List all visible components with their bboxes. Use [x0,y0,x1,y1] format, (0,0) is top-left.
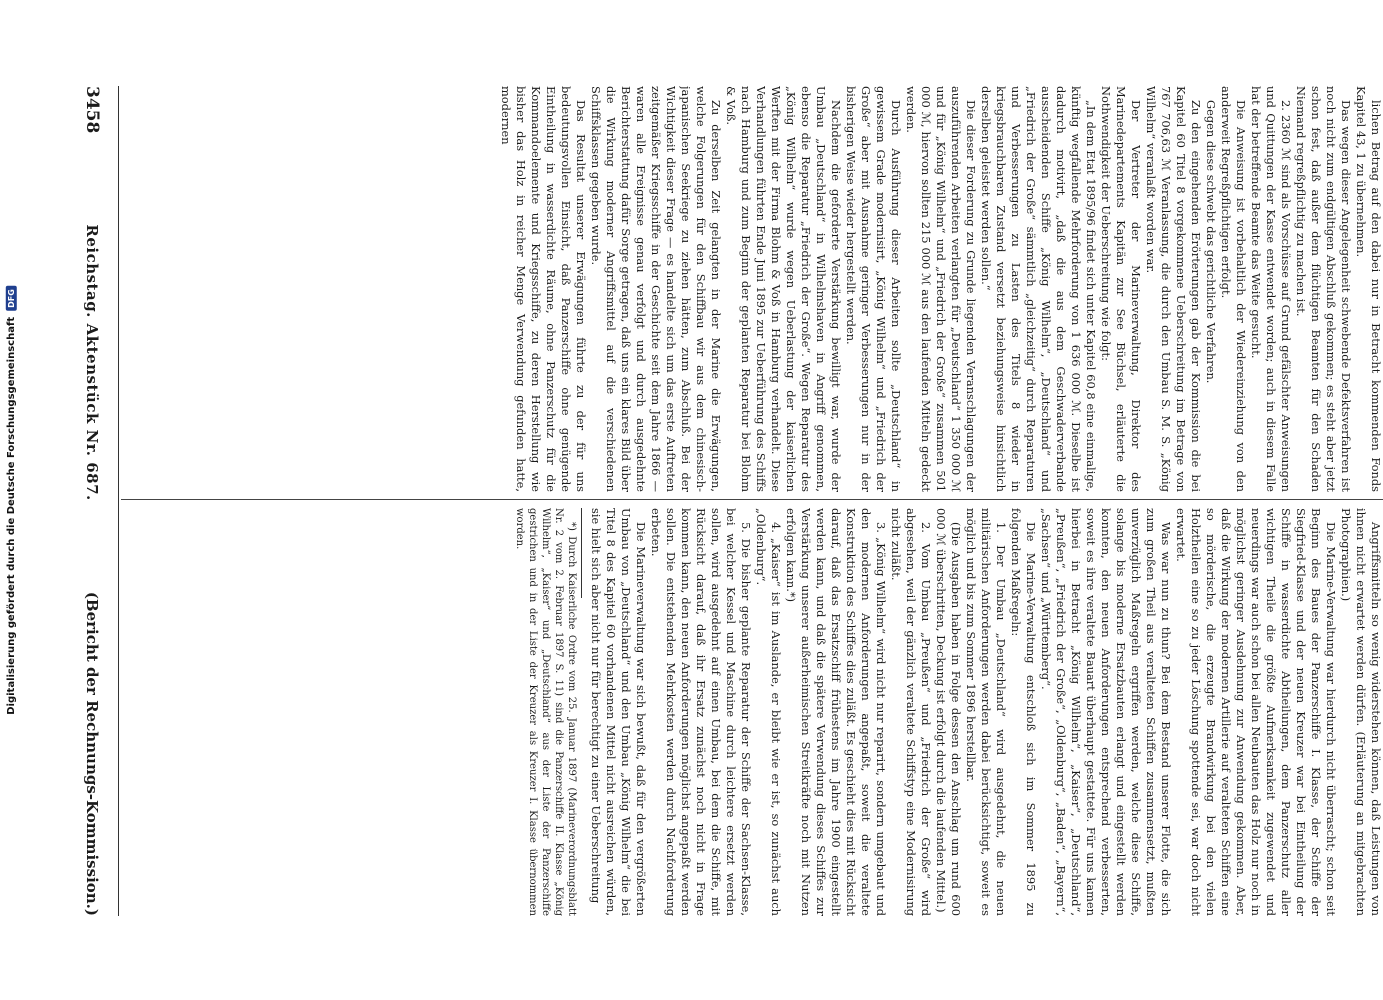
paragraph: Die Marineverwaltung war sich bewußt, daß für den vergrößerten Umbau von „Deutschland“ und den Umbau „König Wilhelm“ die bei Titel 8 des Kapitel 60 vorhandenen Mittel nicht ausreichen würden, sie hielt sich aber nicht nur für berechtigt zu einer Ueberschreitung [589,508,648,916]
paragraph: Angriffsmitteln so wenig widerstehen können, daß Leistungen von ihnen nicht erwartet werden dürfen. (Erläuterung an mitgebrachten Photographien.) [1339,508,1383,916]
column-divider [121,499,1383,500]
paragraph: 2. Vom Umbau „Preußen“ und „Friedrich der Große“ wird abgesehen, weil der gänzlich veraltete Schiffstyp eine Modernisirung nicht zuläßt. [889,508,933,916]
paragraph: Der Vertreter der Marineverwaltung, Direktor des Marinedepartements Kapitän zur See Büchsel, erläuterte die Nothwendigkeit der Ueberschreitung wie folgt: [1099,86,1143,492]
paragraph: Zu den eingehenden Erörterungen gab der Kommission die bei Kapitel 60 Titel 8 vorgekommene Ueberschreitung im Betrage von 767 706,63 ℳ Veranlassung, die durch den Umbau S. M. S. „König Wilhelm“ veranlaßt worden war. [1144,86,1203,492]
paragraph: Was war nun zu thun? Bei dem Bestand unserer Flotte, die sich zum großen Theil aus veralteten Schiffen zusammensetzt, mußten unverzüglich Maßregeln ergriffen werden, welche diese Schiffe, solange bis moderne Ersatzbauten erlangt und eingestellt werden konnten, den neuen Anforderungen entsprechend verbesserten, soweit es ihre veraltete Bauart überhaupt gestattete. Für uns kamen hierbei in Betracht „König Wilhelm“, „Kaiser“, „Deutschland“, „Preußen“, „Friedrich der Große“, „Oldenburg“, „Baden“, „Bayern“, „Sachsen“ und „Württemberg“. [1039,508,1173,916]
digitization-credit: Digitalisierung gefördert durch die Deutsche Forschungsgemeinschaft [5,316,17,715]
page-title: Reichstag. Aktenstück Nr. 687. [83,224,101,501]
paragraph: Das wegen dieser Angelegenheit schwebende Defektsverfahren ist noch nicht zum endgültigen Abschluß gekommen; es steht aber jetzt schon fest, daß außer dem flüchtigen Beamten für den Schaden Niemand regreßpflichtig zu machen ist. [1294,86,1353,492]
paragraph: Die Marine-Verwaltung war hierdurch nicht überrascht; schon seit Beginn des Baues der Panzerschiffe I. Klasse, der Schiffe der Siegfried-Klasse und der neuen Kreuzer war bei Eintheilung der Schiffe in wasserdichte Abtheilungen, dem Panzerschutz aller wichtigen Theile die größte Aufmerksamkeit zugewendet und neuerdings war auch schon bei allen Neubauten das Holz nur noch in möglichst geringer Ausdehnung zur Anwendung gekommen. Aber, daß die Wirkung der modernen Artillerie auf veralteten Schiffen eine so mörderische, die erzeugte Brandwirkung bei den vielen Holztheilen eine so zu jeder Löschung spottende sei, war doch nicht erwartet. [1174,508,1338,916]
paragraph: Die Marine-Verwaltung entschloß sich im Sommer 1895 zu folgenden Maßregeln: [1009,508,1038,916]
running-header [74,86,110,916]
header-rule [118,86,119,916]
paragraph: Zu derselben Zeit gelangten in der Marine die Erwägungen, welche Folgerungen für den Schiffbau wir aus dem chinesisch-japanischen Seekriege zu ziehen hätten, zum Abschluß. Bei der Wichtigkeit dieser Frage — es handelte sich um das erste Auftreten zeitgemäßer Kriegsschiffe in der Geschichte seit dem Jahre 1866 — waren alle Ereignisse genau verfolgt und durch ausgedehnte Berichterstattung dafür Sorge getragen, daß uns ein klares Bild über die Wirkung moderner Angriffsmittel auf die verschiedenen Schiffsklassen gegeben wurde. [589,86,723,492]
paragraph: „In dem Etat 1895/96 findet sich unter Kapitel 60,8 eine einmalige, künftig wegfallende Mehrforderung von 1 636 000 ℳ. Dieselbe ist dadurch motivirt, „daß die aus dem Geschwaderverbande ausscheidenden Schiffe „König Wilhelm“, „Deutschland“ und „Friedrich der Große“ sämmtlich „gleichzeitig“ durch Reparaturen und Verbesserungen zu Lasten des Titels 8 wieder in kriegsbrauchbaren Zustand versetzt beziehungsweise hinsichtlich derselben geleistet werden sollen.“ [979,86,1098,492]
paragraph: lichen Betrag auf den dabei nur in Betracht kommenden Fonds Kapitel 43, 1 zu übernehmen. [1354,86,1383,492]
paragraph: Die dieser Forderung zu Grunde liegenden Veranschlagungen der auszuführenden Arbeiten verlangten für „Deutschland“ 1 350 000 ℳ und für „König Wilhelm“ und „Friedrich der Große“ zusammen 501 000 ℳ, hiervon sollten 215 000 ℳ aus den laufenden Mitteln gedeckt werden. [904,86,978,492]
paragraph: (Die Ausgaben haben in Folge dessen den Anschlag um rund 600 000 ℳ überschritten, Deckung ist erfolgt durch die laufenden Mittel.) [934,508,963,916]
page-subtitle: (Bericht der Rechnungs-Kommission.) [83,591,101,916]
paragraph: 4. „Kaiser“ ist im Auslande, er bleibt wie er ist, so zunächst auch „Oldenburg“. [754,508,783,916]
digitization-credit-bar [0,0,22,1000]
dfg-logo-icon: DFG [6,286,17,311]
footnote-rule [581,508,582,598]
paragraph: 1. Der Umbau „Deutschland“ wird ausgedehnt, die neuen militärischen Anforderungen werden dabei berücksichtigt, soweit es möglich und bis zum Sommer 1896 herstellbar. [964,508,1008,916]
paragraph: Durch Ausführung dieser Arbeiten sollte „Deutschland“ in gewissem Grade modernisirt, „König Wilhelm“ und „Friedrich der Große“ aber mit Ausnahme geringer Verbesserungen nur in der bisherigen Weise wieder hergestellt werden. [844,86,903,492]
page-number: 3458 [82,86,102,134]
paragraph: 2. 2360 ℳ sind als Vorschüsse auf Grund gefälschter Anweisungen und Quittungen der Kasse entwendet worden; auch in diesem Falle hat der betreffende Beamte das Weite gesucht. [1249,86,1293,492]
right-column [121,508,1383,916]
paragraph: Nachdem die geforderte Verstärkung bewilligt war, wurde der Umbau „Deutschland“ in Wilhelmshaven in Angriff genommen, ebenso die Reparatur „Friedrich der Große“. Wegen Reparatur des „König Wilhelm“ wurde wegen Ueberlastung der kaiserlichen Werften mit der Firma Blohm & Voß in Hamburg verhandelt. Diese Verhandlungen führten Ende Juni 1895 zur Ueberführung des Schiffs nach Hamburg und zum Beginn der geplanten Reparatur bei Blohm & Voß. [724,86,843,492]
paragraph: Die Anweisung ist vorbehaltlich der Wiedereinziehung von den anderweit Regreßpflichtigen erfolgt. [1219,86,1248,492]
paragraph: 3. „König Wilhelm“ wird nicht nur reparirt, sondern umgebaut und den modernen Anforderungen angepaßt, soweit die veraltete Konstruktion des Schiffes dies zuläßt. Es geschieht dies mit Rücksicht darauf, daß das Ersatzschiff frühestens im Jahre 1900 eingestellt werden kann, und daß die spätere Verwendung dieses Schiffes zur Verstärkung unserer außerheimischen Streitkräfte noch mit Nutzen erfolgen kann.*) [784,508,888,916]
paragraph: Das Resultat unserer Erwägungen führte zu der für uns bedeutungsvollen Einsicht, daß Panzerschiffe ohne genügende Eintheilung in wasserdichte Räume, ohne Panzerschutz für die Kommandoelemente und Kriegsschiffe, zu deren Herstellung wie bisher das Holz in reicher Menge Verwendung gefunden hatte, modernen [499,86,588,492]
paragraph: Gegen diese schwebt das gerichtliche Verfahren. [1204,100,1218,384]
paragraph: 5. Die bisher geplante Reparatur der Schiffe der Sachsen-Klasse, bei welcher Kessel und Maschine durch leichtere ersetzt werden sollen, wird ausgedehnt auf einen Umbau, bei dem die Schiffe, mit Rücksicht darauf, daß ihr Ersatz zunächst noch nicht in Frage kommen kann, den neuen Anforderungen möglichst angepaßt werden sollen. Die entstehenden Mehrkosten werden durch Nachforderung erbeten. [649,508,753,916]
left-column [121,86,1383,492]
footnote: *) Durch Kaiserliche Ordre vom 25. Januar 1897 (Marineverordnungsblatt Nr. 2 vom 2. Februar 1897 S. 11) sind die Panzerschiffe II. Klasse „König Wilhelm“, „Kaiser“ und „Deutschland“ aus der Liste der Panzerschiffe gestrichen und in der Liste der Kreuzer als Kreuzer I. Klasse übernommen worden. [514,508,577,916]
